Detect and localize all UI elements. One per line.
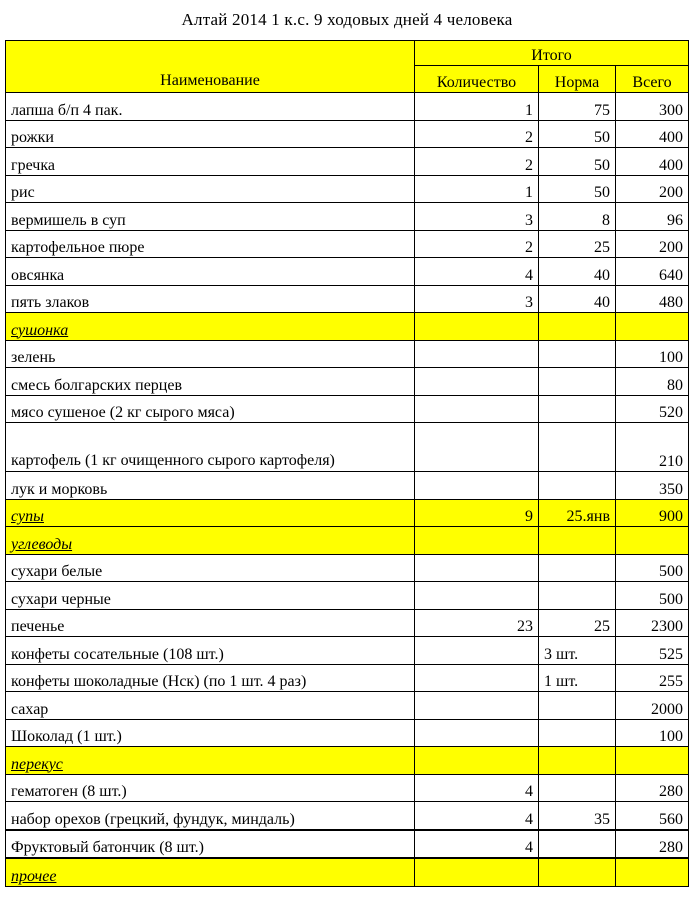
cell-qty	[415, 664, 539, 692]
cell-name: прочее	[6, 858, 415, 886]
cell-qty: 2	[415, 148, 539, 176]
cell-name: картофельное пюре	[6, 230, 415, 258]
cell-name: картофель (1 кг очищенного сырого картофеля)	[6, 423, 415, 472]
cell-qty: 4	[415, 774, 539, 802]
cell-qty: 1	[415, 93, 539, 121]
cell-norm	[539, 774, 616, 802]
cell-total: 500	[616, 554, 689, 582]
header-name: Наименование	[6, 41, 415, 93]
cell-total	[616, 313, 689, 341]
cell-qty	[415, 692, 539, 720]
table-row	[6, 423, 689, 472]
cell-total: 200	[616, 230, 689, 258]
table-row	[6, 258, 689, 286]
cell-total: 520	[616, 395, 689, 423]
cell-name: гречка	[6, 148, 415, 176]
cell-name: конфеты сосательные (108 шт.)	[6, 637, 415, 665]
cell-total: 2300	[616, 609, 689, 637]
cell-total: 560	[616, 802, 689, 830]
table-row	[6, 692, 689, 720]
cell-name: перекус	[6, 747, 415, 775]
cell-qty	[415, 554, 539, 582]
table-row	[6, 148, 689, 176]
cell-qty	[415, 582, 539, 610]
cell-total	[616, 747, 689, 775]
cell-name: печенье	[6, 609, 415, 637]
cell-name: рис	[6, 175, 415, 203]
cell-norm: 8	[539, 203, 616, 231]
cell-norm	[539, 554, 616, 582]
cell-total: 900	[616, 499, 689, 527]
cell-norm: 50	[539, 175, 616, 203]
cell-norm	[539, 313, 616, 341]
table-row	[6, 802, 689, 830]
cell-norm: 25	[539, 230, 616, 258]
cell-qty	[415, 637, 539, 665]
cell-total: 350	[616, 472, 689, 500]
cell-total: 400	[616, 120, 689, 148]
cell-norm	[539, 858, 616, 886]
table-row	[6, 285, 689, 313]
cell-total	[616, 527, 689, 555]
cell-norm: 35	[539, 802, 616, 830]
cell-total	[616, 858, 689, 886]
cell-norm	[539, 747, 616, 775]
cell-qty: 4	[415, 830, 539, 859]
cell-qty	[415, 747, 539, 775]
cell-total: 480	[616, 285, 689, 313]
cell-qty	[415, 340, 539, 368]
cell-total: 80	[616, 368, 689, 396]
cell-norm	[539, 830, 616, 859]
cell-qty	[415, 368, 539, 396]
cell-qty	[415, 719, 539, 747]
cell-norm: 50	[539, 148, 616, 176]
table-row	[6, 830, 689, 859]
table-row	[6, 368, 689, 396]
cell-norm	[539, 719, 616, 747]
cell-qty	[415, 395, 539, 423]
cell-norm: 1 шт.	[539, 664, 616, 692]
header-total: Всего	[616, 66, 689, 93]
section-row	[6, 527, 689, 555]
cell-name: набор орехов (грецкий, фундук, миндаль)	[6, 802, 415, 830]
header-group-itogo: Итого	[415, 41, 689, 66]
provisions-table	[5, 40, 689, 887]
cell-norm	[539, 527, 616, 555]
cell-norm	[539, 582, 616, 610]
cell-name: сухари черные	[6, 582, 415, 610]
cell-norm	[539, 395, 616, 423]
cell-norm: 50	[539, 120, 616, 148]
cell-norm	[539, 423, 616, 472]
cell-total: 200	[616, 175, 689, 203]
cell-norm: 75	[539, 93, 616, 121]
cell-norm	[539, 472, 616, 500]
cell-name: углеводы	[6, 527, 415, 555]
cell-qty: 9	[415, 499, 539, 527]
cell-total: 640	[616, 258, 689, 286]
table-row	[6, 582, 689, 610]
cell-total: 400	[616, 148, 689, 176]
cell-total: 300	[616, 93, 689, 121]
header-qty: Количество	[415, 66, 539, 93]
table-row	[6, 93, 689, 121]
cell-total: 500	[616, 582, 689, 610]
cell-name: гематоген (8 шт.)	[6, 774, 415, 802]
cell-qty: 3	[415, 285, 539, 313]
cell-norm	[539, 368, 616, 396]
cell-total: 280	[616, 830, 689, 859]
cell-qty: 3	[415, 203, 539, 231]
table-row	[6, 472, 689, 500]
cell-total: 100	[616, 719, 689, 747]
cell-name: зелень	[6, 340, 415, 368]
table-row	[6, 719, 689, 747]
cell-name: смесь болгарских перцев	[6, 368, 415, 396]
cell-name: рожки	[6, 120, 415, 148]
cell-name: сухари белые	[6, 554, 415, 582]
cell-qty	[415, 527, 539, 555]
table-row	[6, 175, 689, 203]
cell-name: конфеты шоколадные (Нск) (по 1 шт. 4 раз)	[6, 664, 415, 692]
cell-total: 255	[616, 664, 689, 692]
cell-name: сушонка	[6, 313, 415, 341]
cell-total: 525	[616, 637, 689, 665]
document-title: Алтай 2014 1 к.с. 9 ходовых дней 4 человека	[181, 10, 513, 29]
cell-name: вермишель в суп	[6, 203, 415, 231]
cell-norm: 3 шт.	[539, 637, 616, 665]
table-row	[6, 774, 689, 802]
cell-total: 210	[616, 423, 689, 472]
table-row	[6, 664, 689, 692]
cell-norm: 25.янв	[539, 499, 616, 527]
section-row	[6, 499, 689, 527]
cell-norm: 40	[539, 258, 616, 286]
cell-total: 100	[616, 340, 689, 368]
cell-total: 280	[616, 774, 689, 802]
cell-qty	[415, 423, 539, 472]
cell-norm	[539, 692, 616, 720]
cell-qty: 2	[415, 120, 539, 148]
cell-total: 96	[616, 203, 689, 231]
cell-name: пять злаков	[6, 285, 415, 313]
cell-qty	[415, 858, 539, 886]
table-row	[6, 203, 689, 231]
cell-qty: 2	[415, 230, 539, 258]
cell-norm: 25	[539, 609, 616, 637]
cell-qty: 1	[415, 175, 539, 203]
table-row	[6, 609, 689, 637]
cell-qty: 4	[415, 258, 539, 286]
cell-name: Шоколад (1 шт.)	[6, 719, 415, 747]
table-row	[6, 340, 689, 368]
table-row	[6, 120, 689, 148]
cell-qty: 4	[415, 802, 539, 830]
section-row	[6, 313, 689, 341]
table-row	[6, 395, 689, 423]
section-row	[6, 858, 689, 886]
cell-qty: 23	[415, 609, 539, 637]
table-row	[6, 230, 689, 258]
cell-qty	[415, 313, 539, 341]
cell-name: супы	[6, 499, 415, 527]
cell-name: лук и морковь	[6, 472, 415, 500]
header-norm: Норма	[539, 66, 616, 93]
cell-norm: 40	[539, 285, 616, 313]
section-row	[6, 747, 689, 775]
cell-norm	[539, 340, 616, 368]
cell-name: мясо сушеное (2 кг сырого мяса)	[6, 395, 415, 423]
cell-name: Фруктовый батончик (8 шт.)	[6, 830, 415, 859]
cell-name: сахар	[6, 692, 415, 720]
cell-name: лапша б/п 4 пак.	[6, 93, 415, 121]
cell-qty	[415, 472, 539, 500]
cell-name: овсянка	[6, 258, 415, 286]
table-row	[6, 637, 689, 665]
cell-total: 2000	[616, 692, 689, 720]
table-row	[6, 554, 689, 582]
